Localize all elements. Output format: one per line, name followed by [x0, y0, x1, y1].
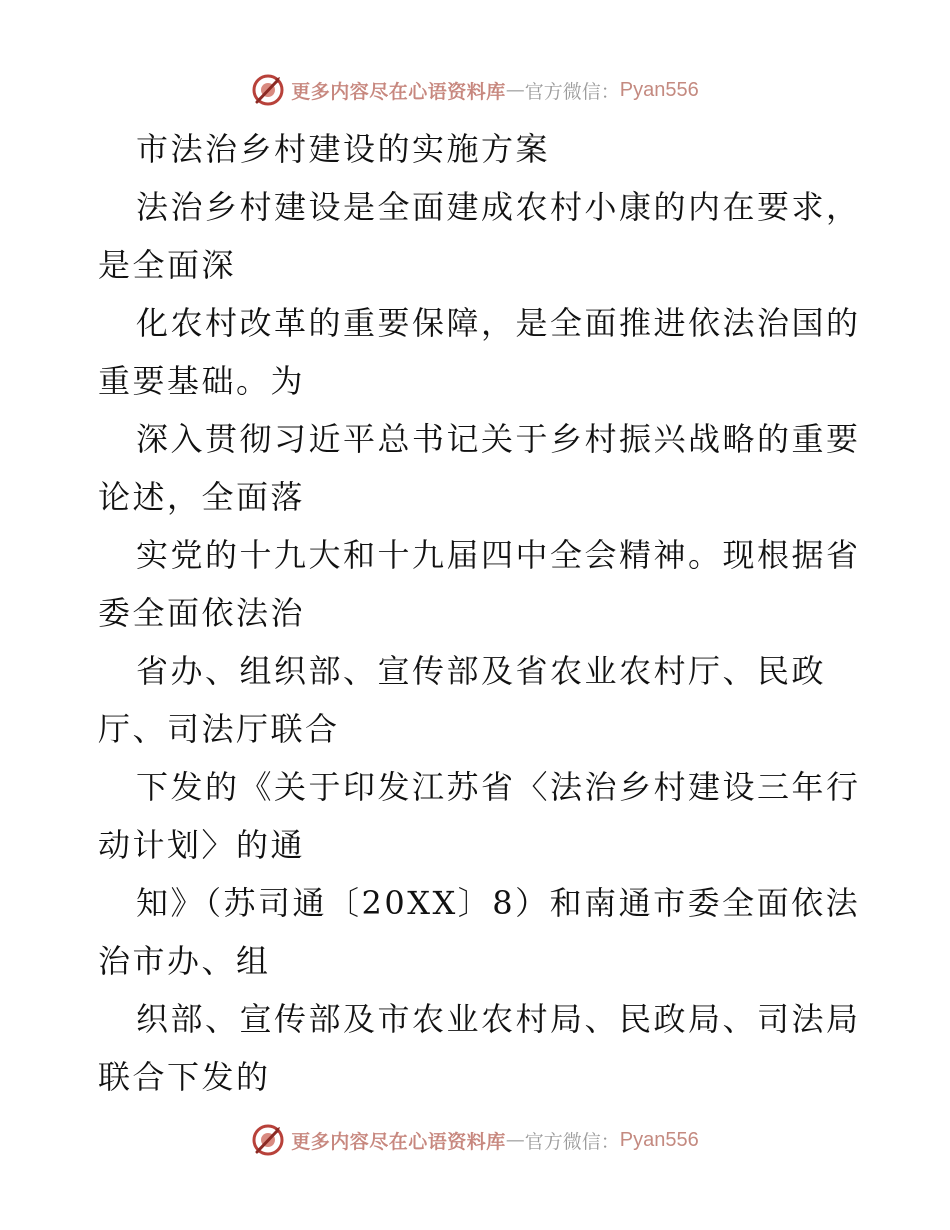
logo-icon	[251, 73, 285, 107]
text-line: 省办、组织部、宣传部及省农业农村厅、民政	[136, 652, 827, 690]
text-line: 法治乡村建设是全面建成农村小康的内在要求，	[136, 188, 861, 226]
document-title: 市法治乡村建设的实施方案	[136, 130, 551, 168]
text-line: 知》（苏司通〔20XX〕8）和南通市委全面依法	[136, 884, 861, 922]
text-line: 实党的十九大和十九届四中全会精神。现根据省	[136, 536, 861, 574]
header-handle: Pyan556	[619, 78, 699, 101]
footer-dash: —	[505, 1129, 525, 1151]
text-line: 论述，全面落	[98, 478, 306, 516]
header-banner	[0, 70, 950, 110]
text-line: 治市办、组	[98, 942, 271, 980]
header-dash: —	[505, 79, 525, 101]
text-line: 厅、司法厅联合	[98, 710, 340, 748]
header-brand: 更多内容尽在心语资料库	[291, 80, 506, 103]
text-line: 深入贯彻习近平总书记关于乡村振兴战略的重要	[136, 420, 861, 458]
header-wechat-label: 官方微信：	[524, 80, 620, 103]
footer-brand: 更多内容尽在心语资料库	[291, 1130, 506, 1153]
footer-banner	[0, 1120, 950, 1160]
footer-handle: Pyan556	[619, 1128, 699, 1151]
logo-icon	[251, 1123, 285, 1157]
text-line: 是全面深	[98, 246, 237, 284]
footer-wechat-label: 官方微信：	[524, 1130, 620, 1153]
text-line: 联合下发的	[98, 1058, 271, 1096]
document-body	[98, 120, 861, 1106]
text-line: 委全面依法治	[98, 594, 306, 632]
text-line: 下发的《关于印发江苏省〈法治乡村建设三年行	[136, 768, 861, 806]
text-line: 动计划〉的通	[98, 826, 306, 864]
text-line: 化农村改革的重要保障，是全面推进依法治国的	[136, 304, 861, 342]
text-line: 织部、宣传部及市农业农村局、民政局、司法局	[136, 1000, 861, 1038]
text-line: 重要基础。为	[98, 362, 306, 400]
